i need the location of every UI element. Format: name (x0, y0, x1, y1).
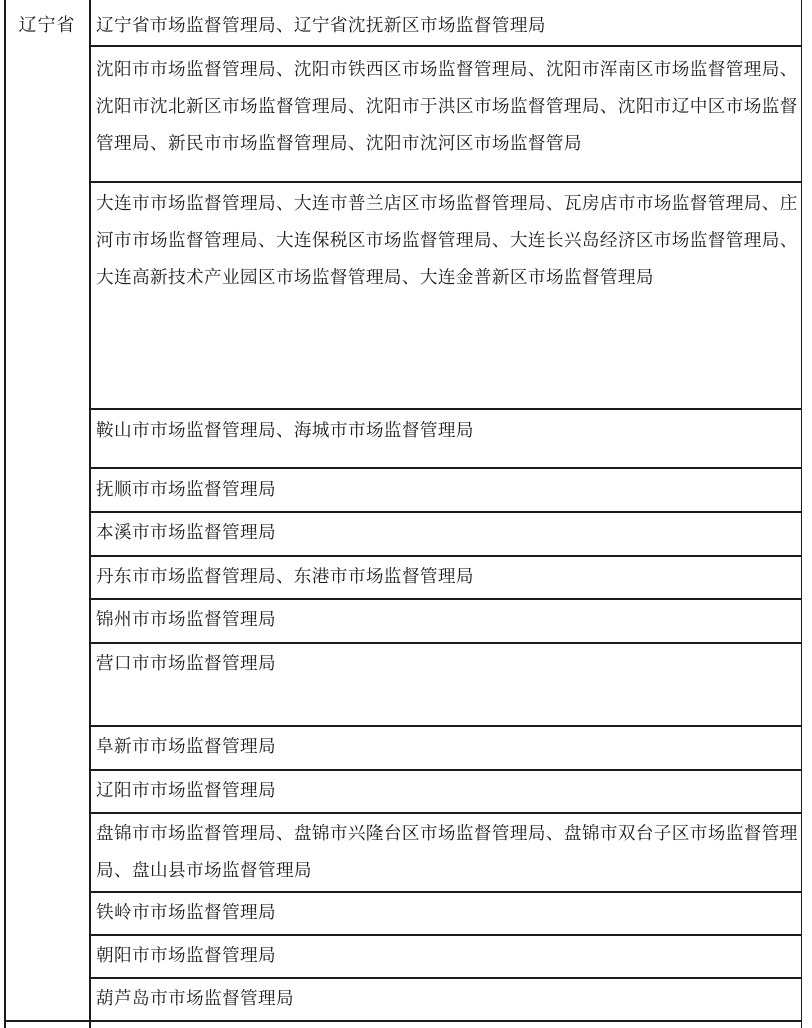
row-divider (90, 511, 802, 513)
table-cell: 大连市市场监督管理局、大连市普兰店区市场监督管理局、瓦房店市市场监督管理局、庄河市市场监督管理局、大连保税区市场监督管理局、大连长兴岛经济区市场监督管理局、大连高新技术产业园区市场监督管理局、大连金普新区市场监督管理局 (96, 194, 798, 288)
row-divider (90, 642, 802, 644)
table-cell: 辽阳市市场监督管理局 (96, 781, 276, 801)
row-divider (90, 769, 802, 771)
table-cell: 本溪市市场监督管理局 (96, 523, 276, 543)
table-cell: 沈阳市市场监督管理局、沈阳市铁西区市场监督管理局、沈阳市浑南区市场监督管理局、沈阳市沈北新区市场监督管理局、沈阳市于洪区市场监督管理局、沈阳市辽中区市场监督管理局、新民市市场监督管理局、沈阳市沈河区市场监督管局 (96, 60, 798, 154)
row-divider (90, 555, 802, 557)
table-cell: 锦州市市场监督管理局 (96, 610, 276, 630)
table-cell: 铁岭市市场监督管理局 (96, 903, 276, 923)
row-divider (90, 977, 802, 979)
table-cell: 鞍山市市场监督管理局、海城市市场监督管理局 (96, 421, 474, 441)
row-divider (90, 598, 802, 600)
table-cell: 葫芦岛市市场监督管理局 (96, 989, 294, 1009)
table-cell: 盘锦市市场监督管理局、盘锦市兴隆台区市场监督管理局、盘锦市双台子区市场监督管理局、盘山县市场监督管理局 (96, 824, 798, 881)
table-cell: 抚顺市市场监督管理局 (96, 480, 276, 500)
row-divider (90, 934, 802, 936)
table-cell: 朝阳市市场监督管理局 (96, 946, 276, 966)
province-cell: 辽宁省 (18, 15, 76, 36)
row-divider (90, 891, 802, 893)
table-cell: 辽宁省市场监督管理局、辽宁省沈抚新区市场监督管理局 (96, 16, 546, 36)
table-border-right (801, 0, 802, 1028)
row-divider (90, 812, 802, 814)
table-cell: 阜新市市场监督管理局 (96, 737, 276, 757)
row-divider (90, 181, 802, 183)
table-border-left (4, 0, 6, 1028)
table-cell: 丹东市市场监督管理局、东港市市场监督管理局 (96, 567, 474, 587)
row-divider (90, 408, 802, 410)
row-divider (90, 725, 802, 727)
table-column-divider (89, 0, 91, 1028)
row-divider (90, 467, 802, 469)
row-divider (90, 45, 802, 47)
table-bottom-border (4, 1020, 802, 1022)
table-cell: 营口市市场监督管理局 (96, 654, 276, 674)
